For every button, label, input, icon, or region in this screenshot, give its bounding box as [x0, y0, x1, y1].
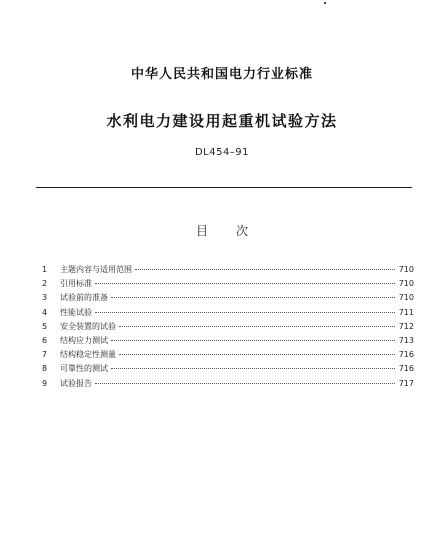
toc-entry-title: 引用标准 [60, 279, 92, 289]
toc-entry-page: 710 [398, 293, 414, 303]
toc-entry[interactable] [42, 307, 414, 321]
toc-entry-page: 716 [398, 364, 414, 374]
issuing-organization: 中华人民共和国电力行业标准 [130, 67, 313, 82]
toc-entry-number: 4 [42, 307, 48, 317]
toc-entry-number: 9 [42, 378, 48, 388]
toc-leader-dots [119, 354, 395, 355]
standard-code: DL454–91 [194, 147, 250, 158]
toc-entry-number: 5 [42, 321, 48, 331]
toc-entry[interactable] [42, 349, 414, 363]
toc-entry-page: 717 [398, 378, 414, 388]
scan-speck [324, 2, 326, 4]
header-divider [36, 187, 412, 188]
toc-entry-title: 试验报告 [60, 378, 92, 388]
toc-entry-number: 2 [42, 279, 48, 289]
toc-leader-dots [95, 283, 395, 284]
toc-entry-number: 8 [42, 364, 48, 374]
toc-entry[interactable] [42, 292, 414, 306]
toc-entry[interactable] [42, 335, 414, 349]
toc-entry-title: 性能试验 [60, 307, 92, 317]
document-title: 水利电力建设用起重机试验方法 [106, 112, 338, 130]
toc-leader-dots [95, 312, 395, 313]
toc-leader-dots [111, 297, 395, 298]
toc-entry-page: 713 [398, 335, 414, 345]
toc-entry-title: 安全装置的试验 [60, 321, 116, 331]
toc-entry[interactable] [42, 321, 414, 335]
toc-entry-title: 结构稳定性测量 [60, 350, 116, 360]
toc-entry[interactable] [42, 264, 414, 278]
toc-entry-number: 7 [42, 350, 48, 360]
toc-entry-page: 711 [398, 307, 414, 317]
table-of-contents [42, 264, 414, 392]
toc-leader-dots [111, 340, 395, 341]
toc-entry-number: 1 [42, 265, 48, 274]
toc-heading-right: 次 [236, 224, 249, 238]
toc-entry-number: 6 [42, 335, 48, 345]
toc-leader-dots [95, 383, 395, 384]
toc-leader-dots [111, 368, 395, 369]
toc-entry-title: 可靠性的测试 [60, 364, 108, 374]
toc-entry-page: 710 [398, 265, 414, 274]
toc-entry[interactable] [42, 278, 414, 292]
toc-entry-number: 3 [42, 293, 48, 303]
toc-entry-page: 710 [398, 279, 414, 289]
toc-leader-dots [119, 326, 395, 327]
toc-entry[interactable] [42, 378, 414, 392]
toc-heading-left: 目 [195, 224, 208, 238]
toc-entry-page: 712 [398, 321, 414, 331]
toc-entry-page: 716 [398, 350, 414, 360]
toc-entry-title: 结构应力测试 [60, 335, 108, 345]
toc-entry-title: 试验前的准备 [60, 293, 108, 303]
toc-heading [0, 222, 444, 239]
toc-leader-dots [135, 269, 395, 270]
toc-entry-title: 主题内容与适用范围 [60, 265, 132, 274]
toc-entry[interactable] [42, 363, 414, 377]
